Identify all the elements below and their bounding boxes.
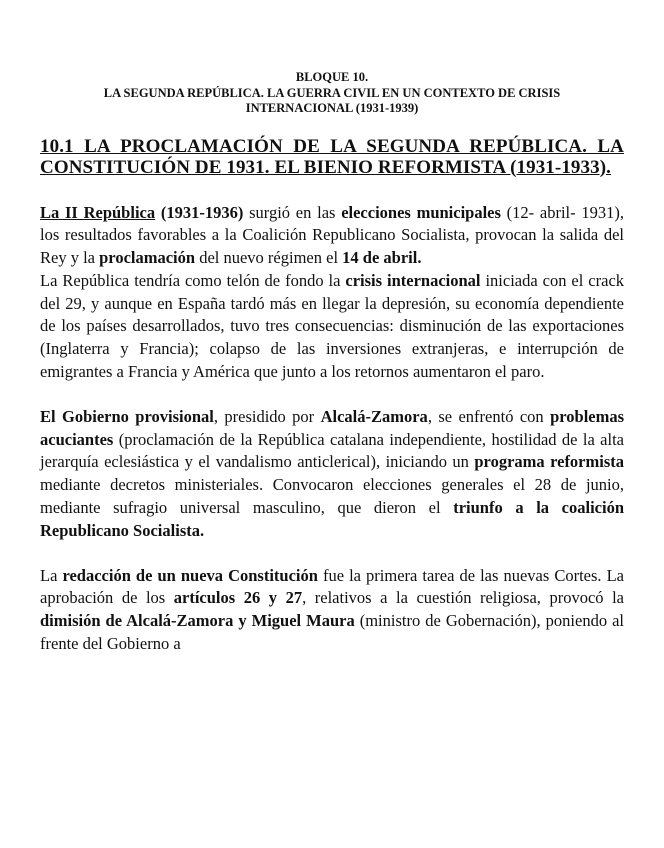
p4-term-dimision: dimisión de Alcalá-Zamora y Miguel Maura [40, 611, 355, 631]
p4-term-articulos: artículos 26 y 27 [173, 588, 303, 608]
p3-term-problemas: problemas acuciantes [40, 406, 625, 449]
p1-term-elecciones: elecciones municipales [341, 202, 501, 222]
p3-text-d: mediante decretos ministeriales. Convocaron elecciones generales el 28 de junio, mediante sufragio universal masculino, que dieron el [40, 475, 624, 518]
p2-term-crisis: crisis internacional [345, 270, 481, 290]
p3-text-a: , presidido por [213, 406, 321, 426]
p1-text-b: (12- abril- 1931), los resultados favorables a la Coalición Republicano Socialista, provocan la salida del Rey y la [40, 202, 625, 268]
paragraph-2 [40, 270, 624, 384]
header-block-label: BLOQUE 10. [295, 70, 369, 84]
p2-text-a: La República tendría como telón de fondo la [40, 270, 346, 290]
p2-text-b: iniciada con el crack del 29, y aunque en España tardó más en llegar la depresión, su economía dependiente de los países desarrollados, tuvo tres consecuencias: disminución de las exportaciones (Inglaterra y Francia); colapso de las inversiones extranjeras, e interrupción de emigrantes a Francia y América que junto a los retornos aumentaron el paro. [40, 270, 625, 382]
header-block-title-cont: INTERNACIONAL (1931-1939) [245, 101, 419, 115]
p3-text-b: , se enfrentó con [427, 406, 551, 426]
document-header [40, 70, 624, 117]
p1-date-14-abril: 14 de abril. [342, 248, 422, 268]
p1-text-c: del nuevo régimen el [195, 248, 343, 268]
p4-text-d: (ministro de Gobernación), poniendo al frente del Gobierno a [40, 611, 624, 654]
paragraph-4 [40, 565, 624, 656]
p3-term-alcala-zamora: Alcalá-Zamora [320, 406, 428, 426]
document-page [40, 70, 624, 656]
p1-term-proclamacion: proclamación [99, 248, 196, 268]
p4-term-redaccion: redacción de un nueva Constitución [62, 565, 318, 585]
p4-text-a: La [40, 565, 63, 585]
p4-text-b: fue la primera tarea de las nuevas Cortes. La aprobación de los [40, 565, 624, 608]
p1-term-ii-republica: La II República [40, 202, 156, 222]
section-title: 10.1 LA PROCLAMACIÓN DE LA SEGUNDA REPÚBLICA. LA CONSTITUCIÓN DE 1931. EL BIENIO REFORMISTA (1931-1933). [40, 135, 624, 178]
p3-term-triunfo: triunfo a la coalición Republicano Socialista. [40, 498, 624, 540]
p3-term-gobierno: El Gobierno provisional [40, 406, 214, 426]
p1-text-a: surgió en las [243, 202, 342, 222]
paragraph-3 [40, 406, 624, 543]
p3-term-programa: programa reformista [474, 452, 625, 472]
p3-text-c: (proclamación de la República catalana independiente, hostilidad de la alta jerarquía eclesiástica y el vandalismo anticlerical), iniciando un [40, 429, 624, 472]
paragraph-1 [40, 202, 624, 270]
p1-dates: (1931-1936) [160, 202, 244, 222]
p4-text-c: , relativos a la cuestión religiosa, provocó la [302, 588, 624, 608]
header-block-title: LA SEGUNDA REPÚBLICA. LA GUERRA CIVIL EN UN CONTEXTO DE CRISIS [103, 85, 561, 100]
